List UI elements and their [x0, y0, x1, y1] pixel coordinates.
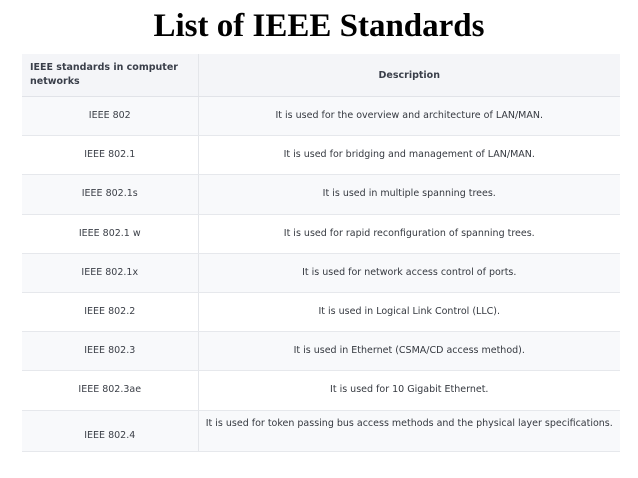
header-description: Description: [198, 54, 620, 97]
table-row: [22, 214, 620, 253]
header-standard: IEEE standards in computer networks: [22, 54, 198, 97]
standard-cell: IEEE 802.1 w: [22, 214, 198, 253]
header-row: [22, 54, 620, 97]
description-cell: It is used for bridging and management of LAN/MAN.: [198, 136, 620, 175]
table-header: [22, 54, 620, 97]
standard-cell: IEEE 802.1s: [22, 175, 198, 214]
table-row: [22, 292, 620, 331]
table-row: [22, 97, 620, 136]
description-cell: It is used for 10 Gigabit Ethernet.: [198, 371, 620, 410]
table-row: [22, 175, 620, 214]
standard-cell: IEEE 802.2: [22, 292, 198, 331]
table-row: [22, 253, 620, 292]
description-cell: It is used in multiple spanning trees.: [198, 175, 620, 214]
table-body: [22, 97, 620, 452]
standard-cell: IEEE 802.3: [22, 332, 198, 371]
standard-cell: IEEE 802: [22, 97, 198, 136]
standard-cell: IEEE 802.1: [22, 136, 198, 175]
description-cell: It is used in Ethernet (CSMA/CD access method).: [198, 332, 620, 371]
standard-cell: IEEE 802.1x: [22, 253, 198, 292]
standard-cell: IEEE 802.4: [22, 410, 198, 451]
table-row: [22, 136, 620, 175]
standards-table: [22, 54, 620, 452]
description-cell: It is used for rapid reconfiguration of spanning trees.: [198, 214, 620, 253]
table-row: [22, 371, 620, 410]
table-row: [22, 410, 620, 451]
standards-table-container: [22, 54, 620, 452]
description-cell: It is used for the overview and architecture of LAN/MAN.: [198, 97, 620, 136]
description-cell: It is used for network access control of ports.: [198, 253, 620, 292]
slide-title: List of IEEE Standards: [153, 8, 485, 44]
standard-cell: IEEE 802.3ae: [22, 371, 198, 410]
description-cell: It is used in Logical Link Control (LLC).: [198, 292, 620, 331]
description-cell: It is used for token passing bus access methods and the physical layer specifications.: [198, 410, 620, 451]
table-row: [22, 332, 620, 371]
